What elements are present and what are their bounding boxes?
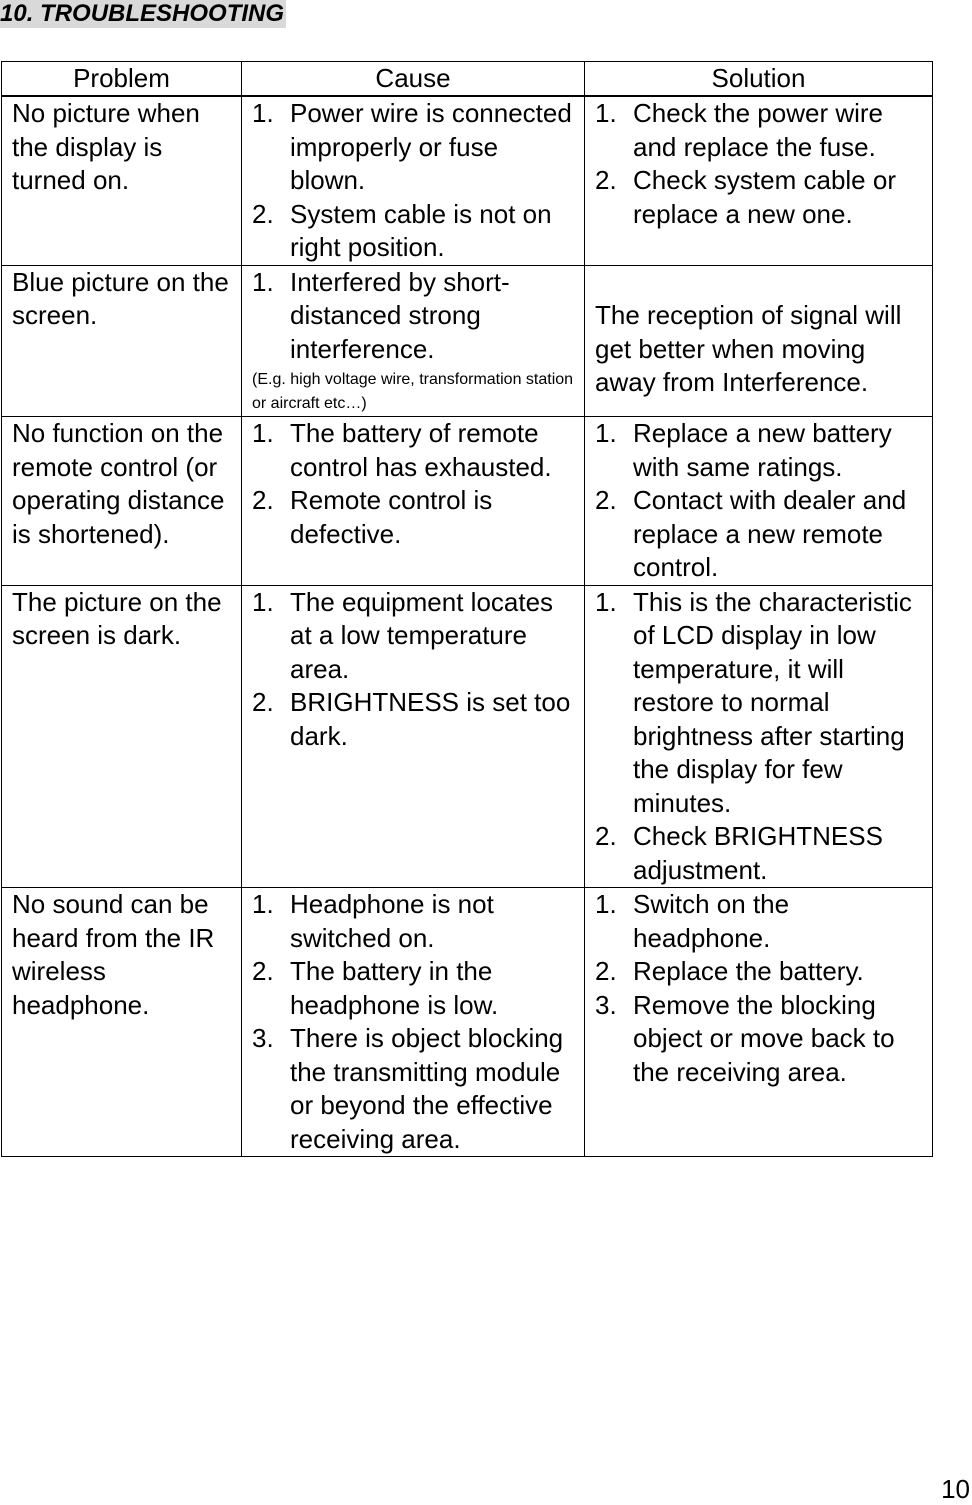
table-row xyxy=(2,417,933,586)
header-cause: Cause xyxy=(242,62,585,97)
cause-item: 2. BRIGHTNESS is set too dark. xyxy=(252,687,571,751)
cause-item: 1. Power wire is connected improperly or fuse blown. xyxy=(252,98,572,195)
solution-item: 3. Remove the blocking object or move back to the receiving area. xyxy=(595,989,895,1087)
troubleshooting-table xyxy=(1,61,933,1157)
solution-item: 1. Check the power wire and replace the fuse. xyxy=(595,98,883,162)
solution-item: 2. Contact with dealer and replace a new remote control. xyxy=(595,485,907,582)
solution-item: 1. Replace a new battery with same ratings. xyxy=(595,418,892,482)
table-header-row xyxy=(2,62,933,97)
cause-item: 3. There is object blocking the transmitting module or beyond the effective receiving area. xyxy=(252,1023,564,1154)
solution-cell xyxy=(585,417,933,586)
problem-cell: The picture on the screen is dark. xyxy=(2,585,242,888)
cause-item: 2. Remote control is defective. xyxy=(252,485,493,549)
solution-cell xyxy=(585,96,933,265)
solution-text: The reception of signal will get better when moving away from Interference. xyxy=(595,300,902,397)
solution-item: 2. Check system cable or replace a new one. xyxy=(595,165,896,229)
cause-cell xyxy=(242,96,585,265)
page-number: 10 xyxy=(941,1474,970,1504)
table-row xyxy=(2,265,933,417)
solution-item: 1. This is the characteristic of LCD display in low temperature, it will restore to normal brightness after starting the display for few minutes. xyxy=(595,586,912,818)
solution-cell xyxy=(585,265,933,417)
solution-item: 1. Switch on the headphone. xyxy=(595,889,790,953)
problem-cell: No function on the remote control (or operating distance is shortened). xyxy=(2,417,242,586)
cause-note: (E.g. high voltage wire, transformation station or aircraft etc…) xyxy=(252,371,574,412)
solution-cell xyxy=(585,585,933,888)
cause-cell xyxy=(242,417,585,586)
table-row xyxy=(2,585,933,888)
cause-item: 1. Interfered by short-distanced strong interference. xyxy=(252,266,510,364)
problem-cell: No picture when the display is turned on. xyxy=(2,96,242,265)
header-solution: Solution xyxy=(585,62,933,97)
problem-cell: No sound can be heard from the IR wireless headphone. xyxy=(2,888,242,1157)
table-row xyxy=(2,888,933,1157)
solution-item: 2. Replace the battery. xyxy=(595,956,864,986)
problem-cell: Blue picture on the screen. xyxy=(2,265,242,417)
cause-item: 1. The battery of remote control has exhausted. xyxy=(252,418,552,482)
cause-item: 2. System cable is not on right position. xyxy=(252,198,552,262)
solution-cell xyxy=(585,888,933,1157)
cause-item: 1. Headphone is not switched on. xyxy=(252,889,494,953)
table-row xyxy=(2,96,933,265)
section-heading: 10. TROUBLESHOOTING xyxy=(0,0,285,27)
solution-item: 2. Check BRIGHTNESS adjustment. xyxy=(595,821,883,885)
cause-item: 1. The equipment locates at a low temperature area. xyxy=(252,586,554,684)
cause-cell xyxy=(242,585,585,888)
cause-cell xyxy=(242,265,585,417)
header-problem: Problem xyxy=(2,62,242,97)
cause-cell xyxy=(242,888,585,1157)
cause-item: 2. The battery in the headphone is low. xyxy=(252,956,499,1020)
